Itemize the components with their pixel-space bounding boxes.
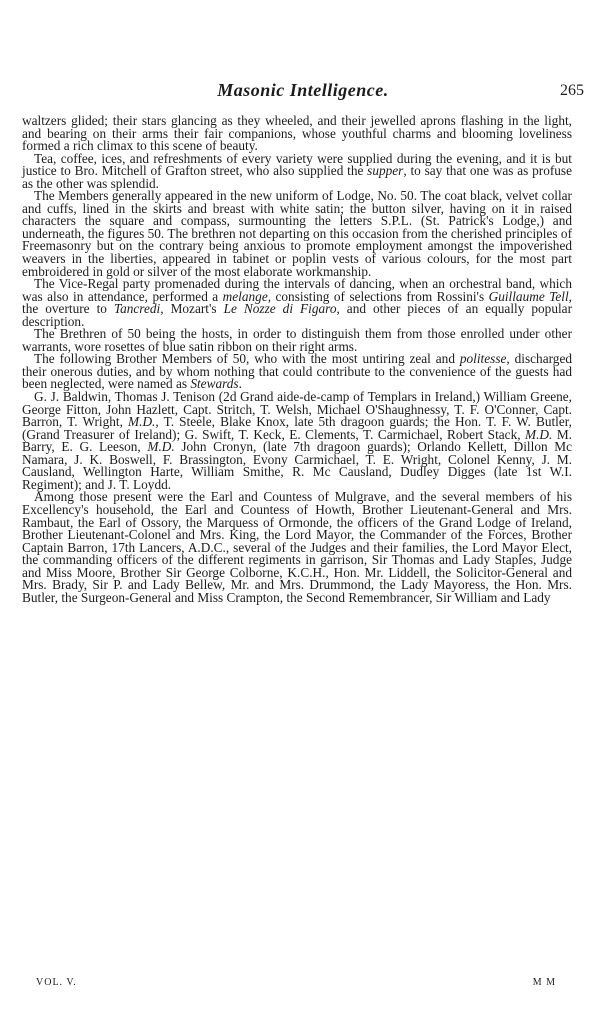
text-run: .	[238, 376, 242, 392]
paragraph	[22, 391, 572, 491]
text-run: , and other pieces of an equally popular description.	[22, 301, 573, 329]
italic-text: Guillaume Tell	[488, 288, 569, 304]
signature-mark: M M	[532, 977, 556, 988]
text-run: Tea, coffee, ices, and refreshments of every variety were supplied during the evening, and it is but justice to Bro. Mitchell of Grafton street, who also supplied the	[22, 150, 572, 179]
text-run: The following Brother Members of 50, who with the most untiring zeal and	[34, 351, 460, 367]
volume-label: VOL. V.	[36, 977, 77, 988]
paragraph	[22, 278, 572, 328]
page-header	[18, 80, 588, 108]
text-run: The Brethren of 50 being the hosts, in order to distinguish them from those enrolled under other warrants, wore rosettes of blue satin ribbon on their right arms.	[22, 326, 572, 354]
italic-text: Le Nozze di Figaro	[223, 301, 337, 317]
italic-text: Tancredi	[113, 301, 161, 317]
running-title: Masonic Intelligence.	[217, 80, 389, 100]
text-run: , T. Steele, Blake Knox, late 5th dragoon guards; the Hon. T. F. W. Butler, (Grand Treasurer of Ireland); G. Swift, T. Keck, E. Clements, T. Carmichael, Robert Stack,	[22, 414, 572, 442]
italic-text: M.D.	[128, 414, 156, 430]
text-run: M. Barry, E. G. Leeson,	[22, 426, 572, 455]
paragraph	[22, 491, 572, 604]
text-run: waltzers glided; their stars glancing as they wheeled, and their jewelled aprons flashing in the light, and bearing on their arms their fair companions, whose youthful charms and blooming loveliness formed a rich climax to this scene of beauty.	[22, 113, 572, 154]
text-run: The Members generally appeared in the new uniform of Lodge, No. 50. The coat black, velvet collar and cuffs, lined in the skirts and breast with white satin; the button silver, having on it in raised characters the square and compass, surmounting the letters S.P.L. (St. Patrick's Lodge,) and underneath, the figures 50. The brethren not departing on this occasion from the cherished principles of Freemasonry but on the contrary being anxious to promote employment amongst the impoverished weavers in the liberties, appeared in tabinet or poplin vests of various colours, for the most part embroidered in gold or silver of the most elaborate workmanship.	[22, 188, 572, 279]
text-run: The Vice-Regal party promenaded during the intervals of dancing, when an orchestral band, which was also in attendance, performed a	[22, 276, 572, 304]
text-run: , discharged their onerous duties, and by whom nothing that could contribute to the convenience of the guests had been neglected, were named as	[22, 351, 572, 392]
text-run: G. J. Baldwin, Thomas J. Tenison (2d Grand aide-de-camp of Templars in Ireland,) William Greene, George Fitton, John Hazlett, Capt. Stritch, T. Welsh, Michael O'Shaughnessy, T. F. O'Conner, Capt. Barron, T. Wright,	[22, 389, 572, 430]
italic-text: melange	[222, 288, 268, 304]
text-run: , the overture to	[22, 288, 572, 317]
paragraph	[22, 328, 572, 353]
paragraph	[22, 150, 572, 191]
page-footer	[36, 977, 556, 993]
paragraph	[22, 115, 572, 153]
article-body	[22, 115, 572, 604]
paragraph	[22, 190, 572, 278]
text-run: , consisting of selections from Rossini's	[267, 288, 489, 304]
page-number: 265	[560, 82, 584, 99]
text-run: Among those present were the Earl and Countess of Mulgrave, and the several members of his Excellency's household, the Earl and Countess of Howth, Brother Lieutenant-General and Mrs. Rambaut, the Earl of Ossory, the Marquess of Ormonde, the officers of the Grand Lodge of Ireland, Brother Lieutenant-Colonel and Mrs. King, the Lord Mayor, the Commander of the Forces, Brother Captain Barron, 17th Lancers, A.D.C., several of the Judges and their families, the Lord Mayor Elect, the commanding officers of the different regiments in garrison, Sir Thomas and Lady Staples, Judge and Miss Moore, Brother Sir George Colborne, K.C.H., Hon. Mr. Liddell, the Solicitor-General and Mrs. Brady, Sir P. and Lady Bellew, Mr. and Mrs. Drummond, the Lady Mayoress, the Hon. Mrs. Butler, the Surgeon-General and Miss Crampton, the Second Remembrancer, Sir William and Lady	[22, 489, 572, 605]
paragraph	[22, 353, 572, 391]
italic-text: supper	[367, 163, 404, 179]
italic-text: Stewards	[190, 376, 239, 392]
italic-text: M.D.	[147, 439, 175, 455]
italic-text: politesse	[459, 351, 507, 367]
text-run: John Cronyn, (late 7th dragoon guards); Orlando Kellett, Dillon Mc Namara, J. K. Boswell, F. Brassington, Evony Carmichael, T. E. Wright, Colonel Kenny, J. M. Causland, Wellington Harte, William Smithe, R. Mc Causland, Dudley Digges (late 1st W.I. Regiment); and J. T. Loydd.	[22, 439, 572, 492]
text-run: , to say that one was as profuse as the other was splendid.	[22, 163, 572, 191]
text-run: , Mozart's	[160, 301, 224, 317]
italic-text: M.D.	[525, 426, 553, 442]
